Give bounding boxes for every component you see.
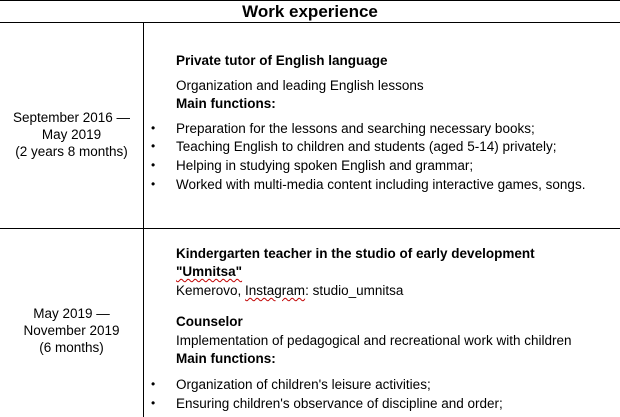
job-1-position: Private tutor of English language	[176, 53, 388, 68]
job-1-functions-label: Main functions:	[176, 96, 276, 111]
header-bottom-border	[0, 22, 620, 23]
column-divider	[143, 22, 144, 417]
row-divider	[0, 228, 620, 229]
job-1-period	[0, 109, 143, 160]
job-1-function-1: Preparation for the lessons and searching necessary books;	[176, 121, 535, 136]
job-2-period	[0, 305, 143, 356]
job-2-position-line-1: Kindergarten teacher in the studio of early development	[176, 246, 535, 261]
job-1-description: Organization and leading English lessons	[176, 78, 424, 93]
job-2-functions-label: Main functions:	[176, 351, 276, 366]
job-2-description: Implementation of pedagogical and recreational work with children	[176, 333, 572, 348]
job-2-period-line-2: November 2019	[23, 323, 120, 338]
job-1-function-2: Teaching English to children and students (aged 5-14) privately;	[176, 139, 557, 154]
section-title: Work experience	[242, 2, 378, 21]
job-2-instagram-label: Instagram	[245, 283, 306, 298]
bullet-icon: •	[151, 139, 156, 153]
job-2-instagram-value: : studio_umnitsa	[305, 283, 404, 298]
job-2-function-1: Organization of children's leisure activities;	[176, 377, 431, 392]
job-1-function-3: Helping in studying spoken English and grammar;	[176, 158, 474, 173]
job-1-period-line-2: May 2019	[41, 127, 102, 142]
job-2-studio-name: "Umnitsa"	[176, 264, 243, 279]
job-1-function-4: Worked with multi-media content including interactive games, songs.	[176, 177, 586, 192]
job-2-function-2: Ensuring children's observance of discipline and order;	[176, 396, 503, 411]
job-1-period-line-3: (2 years 8 months)	[15, 144, 128, 159]
job-2-location-city: Kemerovo,	[176, 283, 246, 298]
job-2-period-line-1: May 2019 —	[33, 306, 110, 321]
job-1-period-line-1: September 2016 —	[12, 110, 131, 125]
job-2-period-line-3: (6 months)	[39, 340, 104, 355]
bullet-icon: •	[151, 377, 156, 391]
bullet-icon: •	[151, 396, 156, 410]
job-2-position-line-2	[176, 263, 242, 280]
job-2-role: Counselor	[176, 314, 243, 329]
job-2-location	[176, 282, 403, 299]
bullet-icon: •	[151, 121, 156, 135]
bullet-icon: •	[151, 177, 156, 191]
bullet-icon: •	[151, 158, 156, 172]
